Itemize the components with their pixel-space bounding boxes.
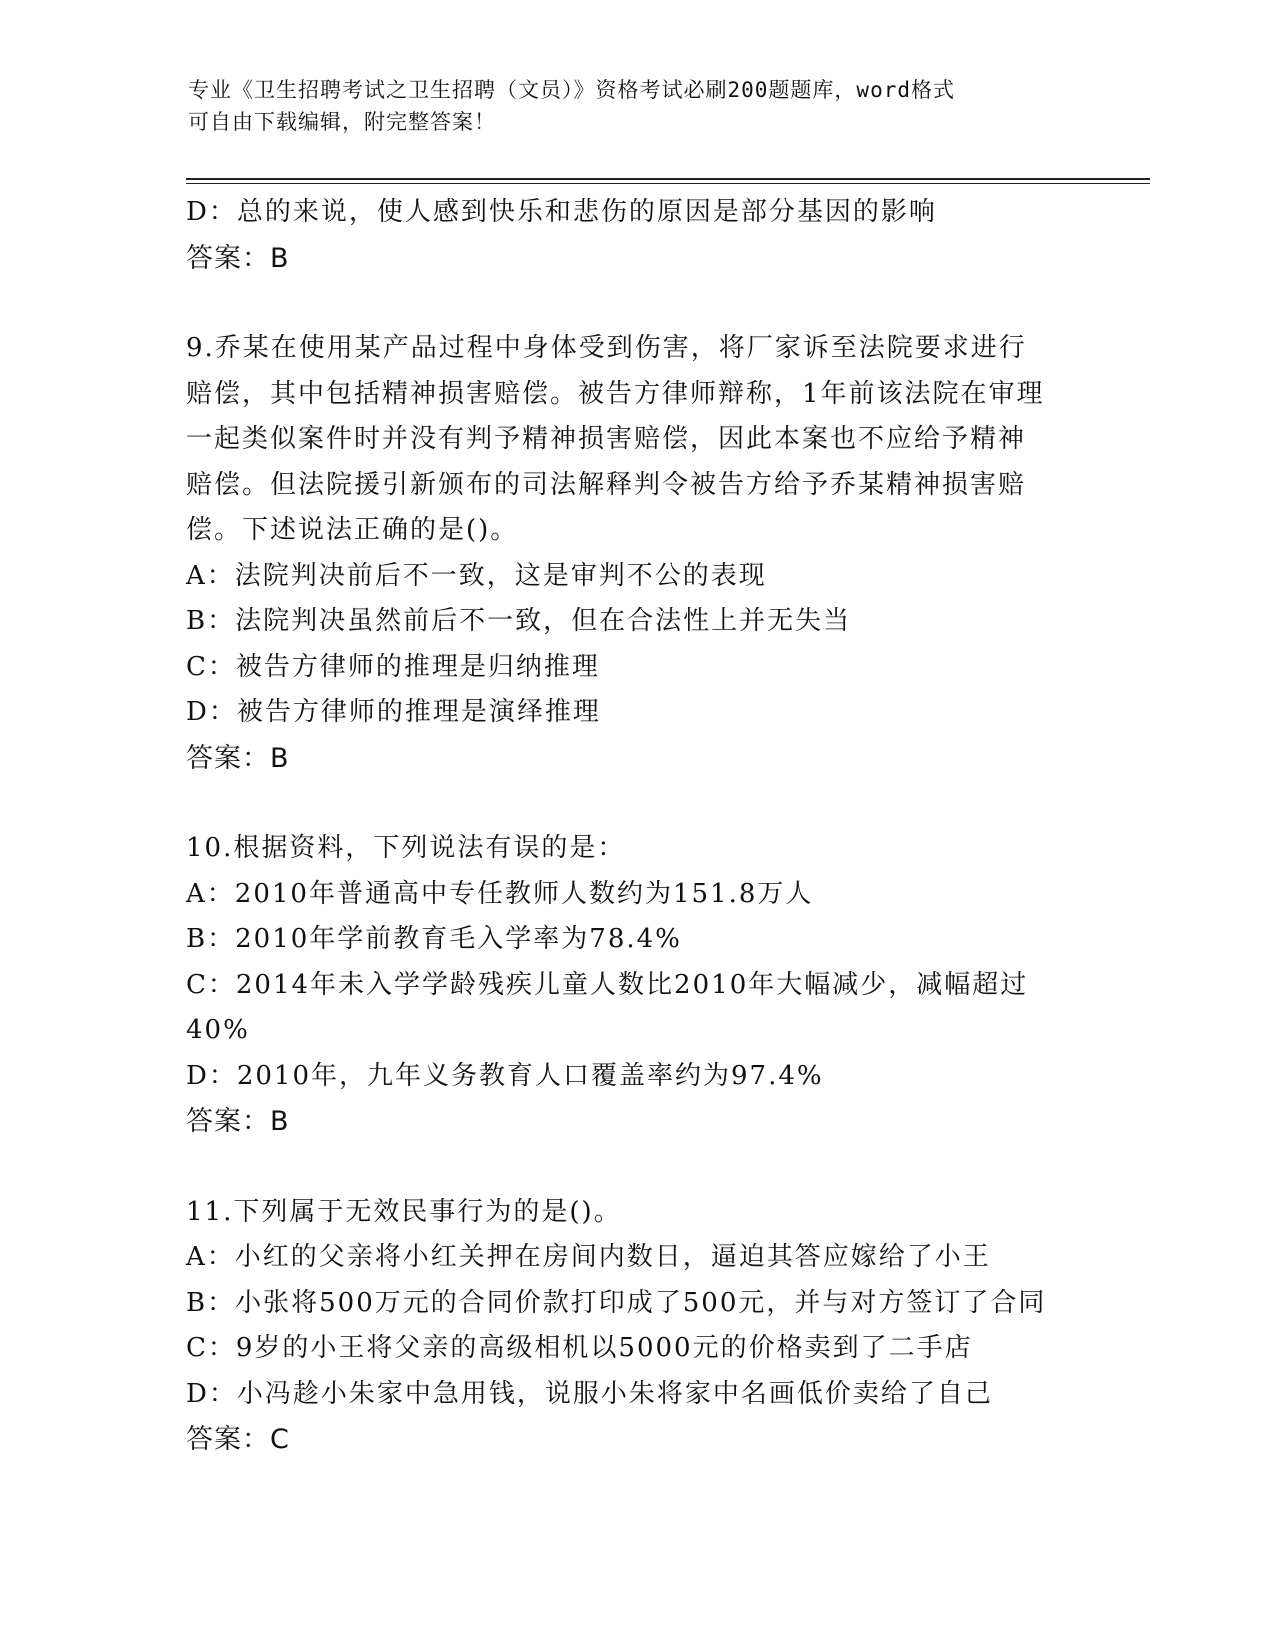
document-body [186,190,1086,1463]
option-a: A：法院判决前后不一致，这是审判不公的表现 [186,560,767,591]
question-line: 一起类似案件时并没有判予精神损害赔偿，因此本案也不应给予精神 [186,424,1027,454]
question-line: 赔偿。但法院援引新颁布的司法解释判令被告方给予乔某精神损害赔 [186,469,1027,500]
answer: 答案：C [186,1424,290,1455]
option-a: A：2010年普通高中专任教师人数约为151.8万人 [186,878,814,909]
answer: 答案：B [186,742,290,774]
question-line: 11.下列属于无效民事行为的是()。 [186,1196,622,1227]
question-line: 赔偿，其中包括精神损害赔偿。被告方律师辩称，1年前该法院在审理 [186,378,1045,409]
question-line: 10.根据资料，下列说法有误的是： [186,833,626,863]
question-11 [186,1190,1086,1463]
header-rule-thick [186,178,1150,180]
header-line-2: 可自由下载编辑，附完整答案！ [188,110,496,134]
option-b: B：小张将500万元的合同价款打印成了500元，并与对方签订了合同 [186,1287,1047,1318]
option-d: D：2010年，九年义务教育人口覆盖率约为97.4% [186,1060,824,1091]
question-10 [186,826,1086,1145]
question-9 [186,326,1086,781]
option-a: A：小红的父亲将小红关押在房间内数日，逼迫其答应嫁给了小王 [186,1242,991,1272]
option-c: C：9岁的小王将父亲的高级相机以5000元的价格卖到了二手店 [186,1333,973,1363]
option-d: D：被告方律师的推理是演绎推理 [186,697,601,727]
option-c: C：被告方律师的推理是归纳推理 [186,651,600,682]
header-rule-thin [186,183,1150,184]
option-b: B：法院判决虽然前后不一致，但在合法性上并无失当 [186,606,852,636]
document-header [188,74,1088,138]
question-line: 9.乔某在使用某产品过程中身体受到伤害，将厂家诉至法院要求进行 [186,333,1027,363]
prev-option-d: D：总的来说，使人感到快乐和悲伤的原因是部分基因的影响 [186,197,937,227]
header-line-1: 专业《卫生招聘考试之卫生招聘（文员）》资格考试必刷200题题库，word格式 [188,78,955,102]
answer: 答案：B [186,1106,290,1137]
option-c-continued: 40% [186,1015,250,1045]
option-b: B：2010年学前教育毛入学率为78.4% [186,924,682,954]
option-c: C：2014年未入学学龄残疾儿童人数比2010年大幅减少，减幅超过 [186,969,1029,1000]
question-line: 偿。下述说法正确的是()。 [186,515,519,545]
option-d: D：小冯趁小朱家中急用钱，说服小朱将家中名画低价卖给了自己 [186,1378,993,1409]
prev-answer: 答案：B [186,242,290,274]
